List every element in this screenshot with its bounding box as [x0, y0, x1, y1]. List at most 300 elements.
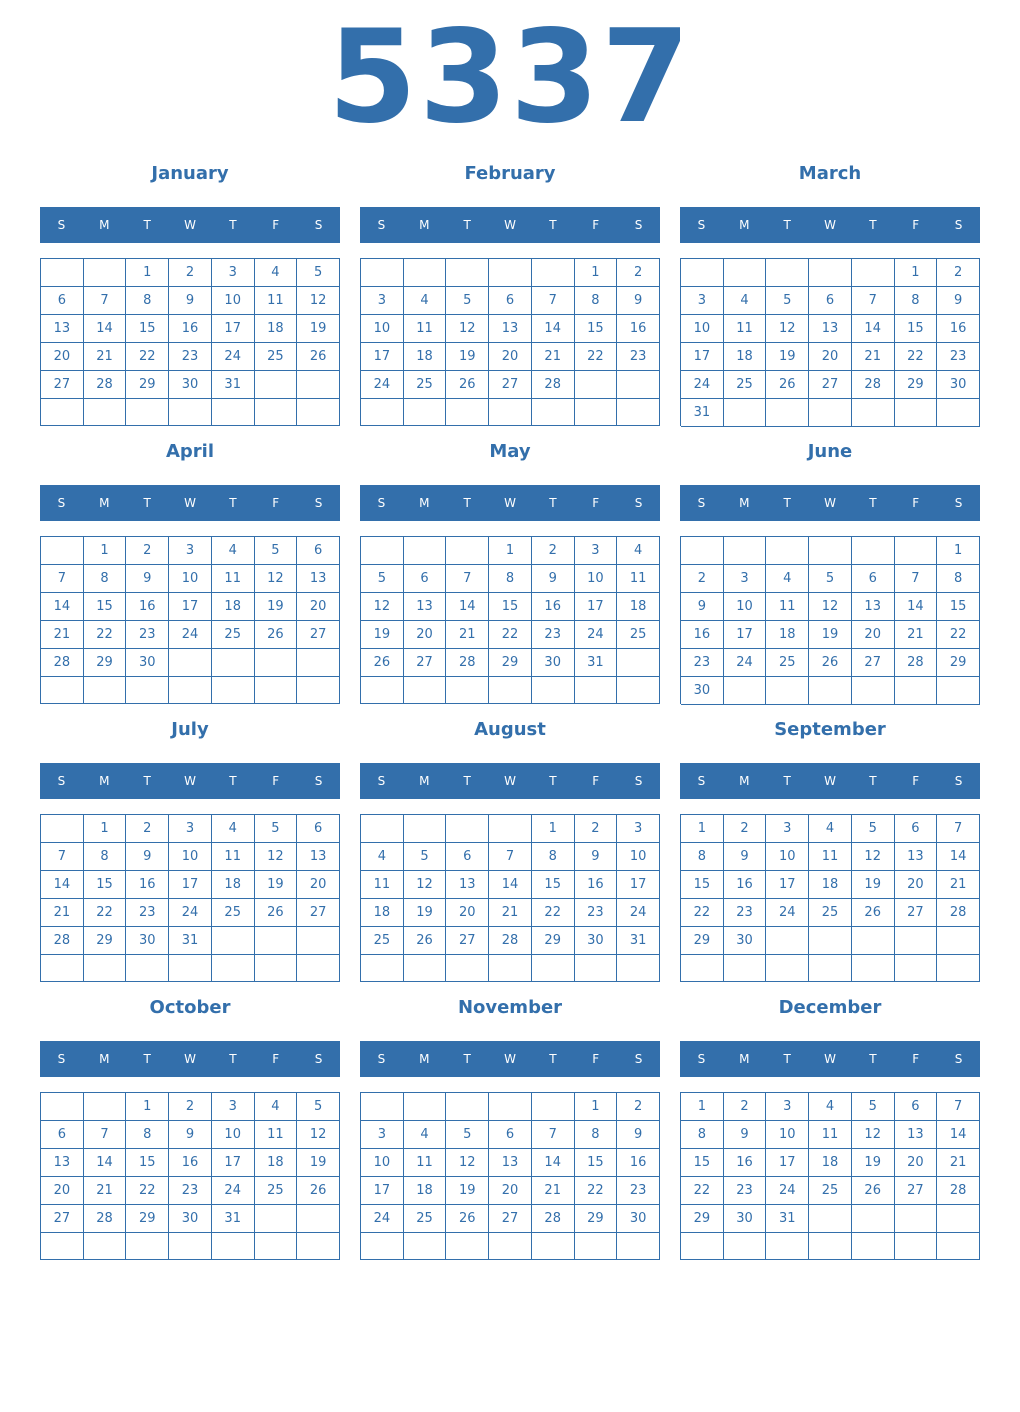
day-cell: 8 [575, 287, 618, 315]
day-cell: 8 [126, 287, 169, 315]
empty-cell [937, 1233, 980, 1260]
day-cell: 10 [724, 593, 767, 621]
day-cell: 24 [724, 649, 767, 677]
empty-cell [766, 399, 809, 427]
day-cell: 17 [169, 593, 212, 621]
empty-cell [681, 259, 724, 287]
day-cell: 13 [446, 871, 489, 899]
weekday-label: S [57, 1052, 66, 1066]
day-cell: 29 [84, 927, 127, 955]
day-grid [360, 814, 660, 982]
day-cell: 3 [681, 287, 724, 315]
weekday-label: M [99, 496, 110, 510]
day-cell: 18 [255, 315, 298, 343]
empty-cell [212, 955, 255, 982]
weekday-label: T [783, 1052, 791, 1066]
empty-cell [575, 371, 618, 399]
empty-cell [766, 927, 809, 955]
day-cell: 7 [937, 815, 980, 843]
day-cell: 21 [532, 343, 575, 371]
weekday-header [360, 207, 660, 243]
day-cell: 13 [404, 593, 447, 621]
day-cell: 8 [895, 287, 938, 315]
day-cell: 10 [361, 1149, 404, 1177]
day-cell: 25 [212, 621, 255, 649]
day-cell: 25 [766, 649, 809, 677]
day-cell: 7 [446, 565, 489, 593]
day-cell: 13 [489, 1149, 532, 1177]
day-cell: 26 [852, 1177, 895, 1205]
day-cell: 11 [255, 1121, 298, 1149]
empty-cell [575, 1233, 618, 1260]
day-grid [360, 536, 660, 704]
day-cell: 15 [532, 871, 575, 899]
weekday-label: W [184, 496, 196, 510]
day-cell: 21 [937, 871, 980, 899]
weekday-label: T [549, 496, 557, 510]
day-cell: 8 [937, 565, 980, 593]
weekday-label: T [869, 774, 877, 788]
day-cell: 8 [84, 565, 127, 593]
empty-cell [937, 955, 980, 982]
day-cell: 29 [575, 1205, 618, 1233]
weekday-label: T [463, 774, 471, 788]
day-cell: 9 [532, 565, 575, 593]
weekday-header [40, 1041, 340, 1077]
empty-cell [361, 259, 404, 287]
empty-cell [41, 1093, 84, 1121]
empty-cell [361, 1233, 404, 1260]
weekday-label: S [377, 496, 386, 510]
empty-cell [255, 677, 298, 704]
day-cell: 12 [297, 287, 340, 315]
day-cell: 14 [532, 1149, 575, 1177]
day-cell: 13 [852, 593, 895, 621]
empty-cell [169, 1233, 212, 1260]
weekday-label: S [314, 1052, 323, 1066]
day-cell: 30 [126, 927, 169, 955]
weekday-label: T [229, 218, 237, 232]
weekday-label: T [143, 218, 151, 232]
empty-cell [532, 1233, 575, 1260]
weekday-label: W [504, 218, 516, 232]
day-cell: 25 [809, 899, 852, 927]
day-cell: 28 [446, 649, 489, 677]
empty-cell [809, 259, 852, 287]
empty-cell [852, 927, 895, 955]
day-cell: 2 [532, 537, 575, 565]
day-cell: 25 [212, 899, 255, 927]
day-cell: 13 [895, 1121, 938, 1149]
day-cell: 15 [575, 1149, 618, 1177]
empty-cell [532, 1093, 575, 1121]
day-cell: 22 [84, 899, 127, 927]
day-cell: 26 [297, 343, 340, 371]
day-cell: 19 [404, 899, 447, 927]
empty-cell [212, 677, 255, 704]
weekday-label: F [912, 1052, 920, 1066]
empty-cell [41, 1233, 84, 1260]
empty-cell [852, 259, 895, 287]
empty-cell [532, 955, 575, 982]
day-cell: 18 [809, 1149, 852, 1177]
day-cell: 14 [489, 871, 532, 899]
empty-cell [809, 677, 852, 705]
empty-cell [895, 537, 938, 565]
day-cell: 30 [681, 677, 724, 705]
day-cell: 20 [41, 343, 84, 371]
weekday-header [40, 763, 340, 799]
day-cell: 24 [212, 343, 255, 371]
weekday-label: F [912, 774, 920, 788]
weekday-label: T [143, 774, 151, 788]
day-cell: 5 [297, 1093, 340, 1121]
day-cell: 24 [766, 1177, 809, 1205]
weekday-label: M [419, 496, 430, 510]
month-title: April [165, 441, 215, 462]
day-cell: 12 [446, 1149, 489, 1177]
empty-cell [724, 677, 767, 705]
day-cell: 30 [724, 927, 767, 955]
day-cell: 1 [575, 259, 618, 287]
day-cell: 27 [895, 1177, 938, 1205]
day-grid [40, 814, 340, 982]
day-cell: 1 [937, 537, 980, 565]
day-cell: 10 [575, 565, 618, 593]
weekday-label: M [99, 1052, 110, 1066]
empty-cell [724, 259, 767, 287]
day-cell: 1 [126, 1093, 169, 1121]
weekday-label: W [184, 218, 196, 232]
day-grid [40, 536, 340, 704]
day-cell: 7 [41, 843, 84, 871]
day-cell: 21 [532, 1177, 575, 1205]
empty-cell [361, 955, 404, 982]
day-cell: 18 [404, 1177, 447, 1205]
empty-cell [41, 815, 84, 843]
day-cell: 17 [617, 871, 660, 899]
day-cell: 6 [895, 815, 938, 843]
empty-cell [84, 955, 127, 982]
month-title: July [171, 719, 209, 740]
day-cell: 23 [575, 899, 618, 927]
day-cell: 10 [169, 843, 212, 871]
day-cell: 31 [681, 399, 724, 427]
weekday-label: T [869, 496, 877, 510]
weekday-label: W [824, 774, 836, 788]
weekday-label: F [272, 774, 280, 788]
day-cell: 18 [809, 871, 852, 899]
day-cell: 5 [255, 815, 298, 843]
weekday-label: T [229, 1052, 237, 1066]
day-cell: 8 [126, 1121, 169, 1149]
empty-cell [489, 1093, 532, 1121]
day-cell: 27 [446, 927, 489, 955]
weekday-label: M [739, 218, 750, 232]
empty-cell [212, 927, 255, 955]
day-cell: 12 [255, 565, 298, 593]
empty-cell [681, 1233, 724, 1260]
day-cell: 27 [809, 371, 852, 399]
day-cell: 6 [809, 287, 852, 315]
day-cell: 20 [446, 899, 489, 927]
day-cell: 15 [681, 871, 724, 899]
day-cell: 22 [937, 621, 980, 649]
day-cell: 29 [84, 649, 127, 677]
day-cell: 13 [895, 843, 938, 871]
day-cell: 10 [681, 315, 724, 343]
empty-cell [617, 649, 660, 677]
day-cell: 5 [404, 843, 447, 871]
day-cell: 18 [212, 871, 255, 899]
day-cell: 4 [809, 1093, 852, 1121]
day-cell: 14 [532, 315, 575, 343]
day-cell: 30 [532, 649, 575, 677]
day-cell: 29 [937, 649, 980, 677]
day-cell: 11 [404, 1149, 447, 1177]
day-cell: 10 [617, 843, 660, 871]
weekday-label: S [57, 774, 66, 788]
day-cell: 27 [41, 1205, 84, 1233]
empty-cell [84, 399, 127, 426]
weekday-label: S [954, 218, 963, 232]
day-cell: 22 [532, 899, 575, 927]
day-cell: 24 [169, 621, 212, 649]
weekday-header [360, 763, 660, 799]
day-cell: 10 [212, 1121, 255, 1149]
day-cell: 27 [895, 899, 938, 927]
day-cell: 10 [766, 843, 809, 871]
day-cell: 6 [297, 537, 340, 565]
month-title: November [457, 997, 563, 1018]
day-cell: 7 [937, 1093, 980, 1121]
day-cell: 29 [895, 371, 938, 399]
day-cell: 28 [937, 899, 980, 927]
day-cell: 17 [212, 1149, 255, 1177]
day-cell: 4 [617, 537, 660, 565]
weekday-label: S [697, 496, 706, 510]
empty-cell [766, 677, 809, 705]
empty-cell [361, 1093, 404, 1121]
day-cell: 24 [575, 621, 618, 649]
day-cell: 29 [489, 649, 532, 677]
weekday-label: F [912, 218, 920, 232]
day-cell: 19 [852, 1149, 895, 1177]
day-cell: 28 [41, 927, 84, 955]
empty-cell [489, 259, 532, 287]
weekday-label: M [739, 496, 750, 510]
empty-cell [255, 955, 298, 982]
day-cell: 6 [41, 287, 84, 315]
day-cell: 25 [404, 371, 447, 399]
day-cell: 26 [361, 649, 404, 677]
empty-cell [852, 1233, 895, 1260]
day-cell: 4 [361, 843, 404, 871]
day-cell: 29 [532, 927, 575, 955]
day-cell: 16 [126, 871, 169, 899]
weekday-label: F [272, 218, 280, 232]
empty-cell [255, 1205, 298, 1233]
day-cell: 30 [617, 1205, 660, 1233]
empty-cell [617, 399, 660, 426]
day-cell: 15 [895, 315, 938, 343]
weekday-label: S [634, 496, 643, 510]
day-cell: 14 [84, 1149, 127, 1177]
day-cell: 22 [489, 621, 532, 649]
day-cell: 15 [489, 593, 532, 621]
weekday-header [40, 485, 340, 521]
day-cell: 17 [169, 871, 212, 899]
day-cell: 2 [617, 259, 660, 287]
day-cell: 9 [937, 287, 980, 315]
day-cell: 2 [169, 259, 212, 287]
empty-cell [126, 955, 169, 982]
day-cell: 29 [681, 1205, 724, 1233]
day-cell: 6 [41, 1121, 84, 1149]
day-cell: 1 [532, 815, 575, 843]
empty-cell [489, 677, 532, 704]
day-cell: 11 [809, 843, 852, 871]
day-cell: 6 [404, 565, 447, 593]
day-cell: 12 [446, 315, 489, 343]
weekday-label: F [592, 1052, 600, 1066]
day-cell: 2 [126, 815, 169, 843]
weekday-label: F [592, 774, 600, 788]
weekday-label: M [99, 218, 110, 232]
empty-cell [361, 537, 404, 565]
day-cell: 18 [361, 899, 404, 927]
weekday-label: T [143, 496, 151, 510]
day-cell: 10 [766, 1121, 809, 1149]
day-cell: 29 [681, 927, 724, 955]
day-cell: 14 [937, 843, 980, 871]
day-cell: 16 [617, 315, 660, 343]
months-grid [40, 0, 980, 1412]
empty-cell [532, 259, 575, 287]
day-cell: 18 [766, 621, 809, 649]
empty-cell [446, 955, 489, 982]
weekday-label: T [229, 496, 237, 510]
weekday-header [40, 207, 340, 243]
day-cell: 4 [255, 259, 298, 287]
day-grid [40, 258, 340, 426]
day-cell: 15 [84, 871, 127, 899]
empty-cell [895, 955, 938, 982]
day-cell: 13 [41, 315, 84, 343]
day-cell: 24 [766, 899, 809, 927]
empty-cell [84, 1233, 127, 1260]
empty-cell [617, 955, 660, 982]
weekday-label: S [377, 774, 386, 788]
day-cell: 6 [297, 815, 340, 843]
day-cell: 14 [41, 871, 84, 899]
day-cell: 4 [212, 815, 255, 843]
empty-cell [404, 677, 447, 704]
empty-cell [297, 371, 340, 399]
day-cell: 7 [532, 1121, 575, 1149]
day-cell: 17 [766, 871, 809, 899]
day-cell: 19 [852, 871, 895, 899]
day-cell: 30 [575, 927, 618, 955]
empty-cell [937, 677, 980, 705]
day-cell: 9 [169, 1121, 212, 1149]
day-cell: 7 [84, 287, 127, 315]
day-cell: 4 [404, 287, 447, 315]
day-cell: 21 [489, 899, 532, 927]
day-cell: 28 [84, 1205, 127, 1233]
weekday-label: S [57, 496, 66, 510]
month-title: October [149, 997, 231, 1018]
weekday-label: W [504, 774, 516, 788]
day-cell: 31 [575, 649, 618, 677]
day-cell: 3 [169, 537, 212, 565]
day-cell: 9 [724, 843, 767, 871]
day-cell: 9 [126, 565, 169, 593]
weekday-label: S [377, 218, 386, 232]
day-cell: 6 [446, 843, 489, 871]
empty-cell [84, 259, 127, 287]
day-cell: 15 [937, 593, 980, 621]
day-cell: 12 [766, 315, 809, 343]
day-cell: 18 [617, 593, 660, 621]
day-cell: 12 [852, 843, 895, 871]
empty-cell [126, 399, 169, 426]
weekday-label: S [954, 774, 963, 788]
day-cell: 26 [404, 927, 447, 955]
weekday-label: F [272, 496, 280, 510]
empty-cell [937, 1205, 980, 1233]
day-cell: 17 [361, 1177, 404, 1205]
day-cell: 10 [169, 565, 212, 593]
day-cell: 3 [724, 565, 767, 593]
weekday-label: T [783, 774, 791, 788]
empty-cell [489, 815, 532, 843]
empty-cell [126, 1233, 169, 1260]
day-cell: 14 [852, 315, 895, 343]
empty-cell [297, 1205, 340, 1233]
empty-cell [404, 1233, 447, 1260]
day-cell: 7 [852, 287, 895, 315]
weekday-label: T [869, 1052, 877, 1066]
weekday-label: M [419, 218, 430, 232]
day-cell: 26 [297, 1177, 340, 1205]
empty-cell [404, 259, 447, 287]
day-cell: 25 [724, 371, 767, 399]
day-cell: 19 [446, 1177, 489, 1205]
day-cell: 3 [766, 1093, 809, 1121]
weekday-header [360, 1041, 660, 1077]
weekday-label: T [783, 218, 791, 232]
empty-cell [852, 955, 895, 982]
day-cell: 19 [361, 621, 404, 649]
day-cell: 12 [404, 871, 447, 899]
weekday-label: S [954, 496, 963, 510]
empty-cell [617, 1233, 660, 1260]
weekday-label: T [463, 496, 471, 510]
day-cell: 5 [297, 259, 340, 287]
day-cell: 22 [126, 1177, 169, 1205]
day-cell: 1 [681, 1093, 724, 1121]
empty-cell [297, 399, 340, 426]
day-cell: 6 [895, 1093, 938, 1121]
day-cell: 8 [575, 1121, 618, 1149]
day-cell: 24 [361, 1205, 404, 1233]
empty-cell [895, 399, 938, 427]
empty-cell [446, 1233, 489, 1260]
empty-cell [169, 955, 212, 982]
day-cell: 25 [255, 1177, 298, 1205]
day-cell: 22 [681, 899, 724, 927]
